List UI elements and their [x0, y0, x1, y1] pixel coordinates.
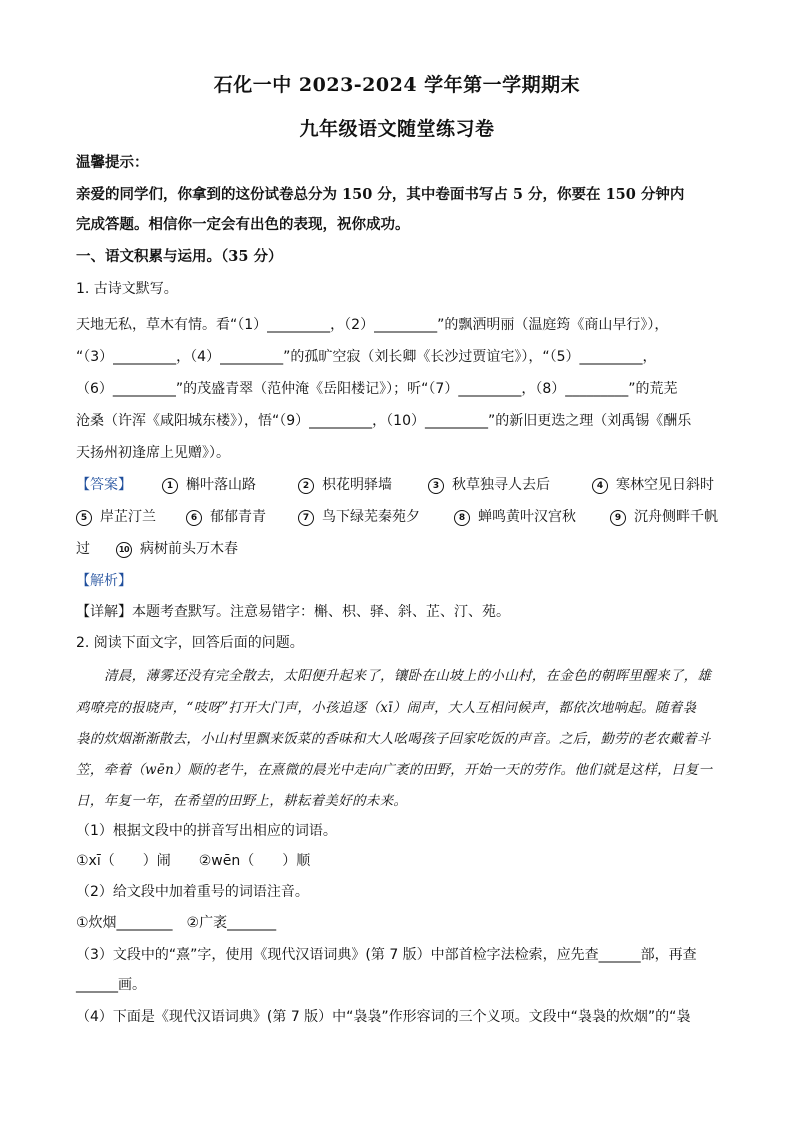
q1-line-4: 沧桑（许浑《咸阳城东楼》），悟“（9）_________，（10）_________”的新旧更迭之理（刘禹锡《酬乐 [76, 413, 692, 429]
q2-sub2-items: ①炊烟________ ②广袤_______ [76, 915, 277, 931]
q2-sub4-line-1: （4）下面是《现代汉语词典》(第 7 版）中“袅袅”作形容词的三个义项。文段中“袅袅的炊烟”的“袅 [76, 1009, 691, 1025]
answer-item: 3 秋草独寻人去后 [428, 474, 550, 494]
detail-line [76, 601, 726, 621]
q2-sub3-line-1: （3）文段中的“熹”字，使用《现代汉语词典》(第 7 版）中部首检字法检索，应先查______部，再查 [76, 947, 697, 963]
answer-item: 2 枳花明驿墙 [298, 474, 392, 494]
passage-line-1: 清晨，薄雾还没有完全散去，太阳便升起来了，镶卧在山坡上的小山村，在金色的朝晖里醒来了，雄 [104, 668, 712, 684]
answer-item: 8 蝉鸣黄叶汉宫秋 [454, 506, 576, 526]
notice-label: 温馨提示： [76, 154, 149, 171]
passage-line-2: 鸡嘹亮的报晓声，“吱呀”打开大门声，小孩追逐（xī）闹声，大人互相问候声，都依次地响起。随着袅 [76, 700, 697, 716]
q2-sub3-line-2: ______画。 [76, 977, 146, 993]
passage-line-4: 笠，牵着（wēn）顺的老牛，在熹微的晨光中走向广袤的田野，开始一天的劳作。他们就是这样，日复一 [76, 762, 713, 778]
q2-sub1: （1）根据文段中的拼音写出相应的词语。 [76, 823, 337, 839]
answer-item: 6 郁郁青青 [186, 506, 266, 526]
passage-line-3: 袅的炊烟渐渐散去，小山村里飘来饭菜的香味和大人吆喝孩子回家吃饭的声音。之后，勤劳的老农戴着斗 [76, 731, 711, 747]
q2-sub2: （2）给文段中加着重号的词语注音。 [76, 884, 309, 900]
analysis-label: 【解析】 [76, 573, 132, 589]
q2-sub1-items: ①xī（ ）闹 ②wēn（ ）顺 [76, 853, 311, 869]
answer-item: 1 槲叶落山路 [162, 474, 256, 494]
detail-label: 【详解】 [76, 604, 132, 620]
answer-item: 5 岸芷汀兰 [76, 506, 156, 526]
answer-item: 4 寒林空见日斜时 [592, 474, 714, 494]
notice-line-1: 亲爱的同学们，你拿到的这份试卷总分为 150 分，其中卷面书写占 5 分，你要在 150 分钟内 [76, 186, 685, 203]
answer-item: 7 鸟下绿芜秦苑夕 [298, 506, 420, 526]
exam-subtitle: 九年级语文随堂练习卷 [299, 118, 495, 140]
section-heading: 一、语文积累与运用。（35 分） [76, 248, 283, 265]
exam-title: 石化一中 2023-2024 学年第一学期期末 [213, 74, 581, 96]
q1-line-3: （6）_________”的茂盛青翠（范仲淹《岳阳楼记》）；听“（7）_________，（8）_________”的荒芜 [76, 381, 678, 397]
answer-item-continued: 过 [76, 541, 90, 557]
q1-line-1: 天地无私，草木有情。看“（1）_________，（2）_________”的飘洒明丽（温庭筠《商山早行》）， [76, 317, 669, 333]
notice-line-2: 完成答题。相信你一定会有出色的表现，祝你成功。 [76, 216, 410, 233]
answer-label: 【答案】 [76, 477, 132, 493]
q2-stem: 2. 阅读下面文字，回答后面的问题。 [76, 635, 304, 651]
q1-stem: 1. 古诗文默写。 [76, 281, 178, 297]
q1-line-2: “（3）_________，（4）_________”的孤旷空寂（刘长卿《长沙过贾谊宅》），“（5）_________， [76, 349, 657, 365]
answer-item: 10 病树前头万木春 [116, 538, 238, 558]
q1-line-5: 天扬州初逢席上见赠》）。 [76, 445, 230, 461]
answer-item: 9 沉舟侧畔千帆 [610, 506, 718, 526]
detail-text: 本题考查默写。注意易错字：槲、枳、驿、斜、芷、汀、苑。 [132, 604, 510, 620]
passage-line-5: 日，年复一年，在希望的田野上，耕耘着美好的未来。 [76, 793, 408, 809]
